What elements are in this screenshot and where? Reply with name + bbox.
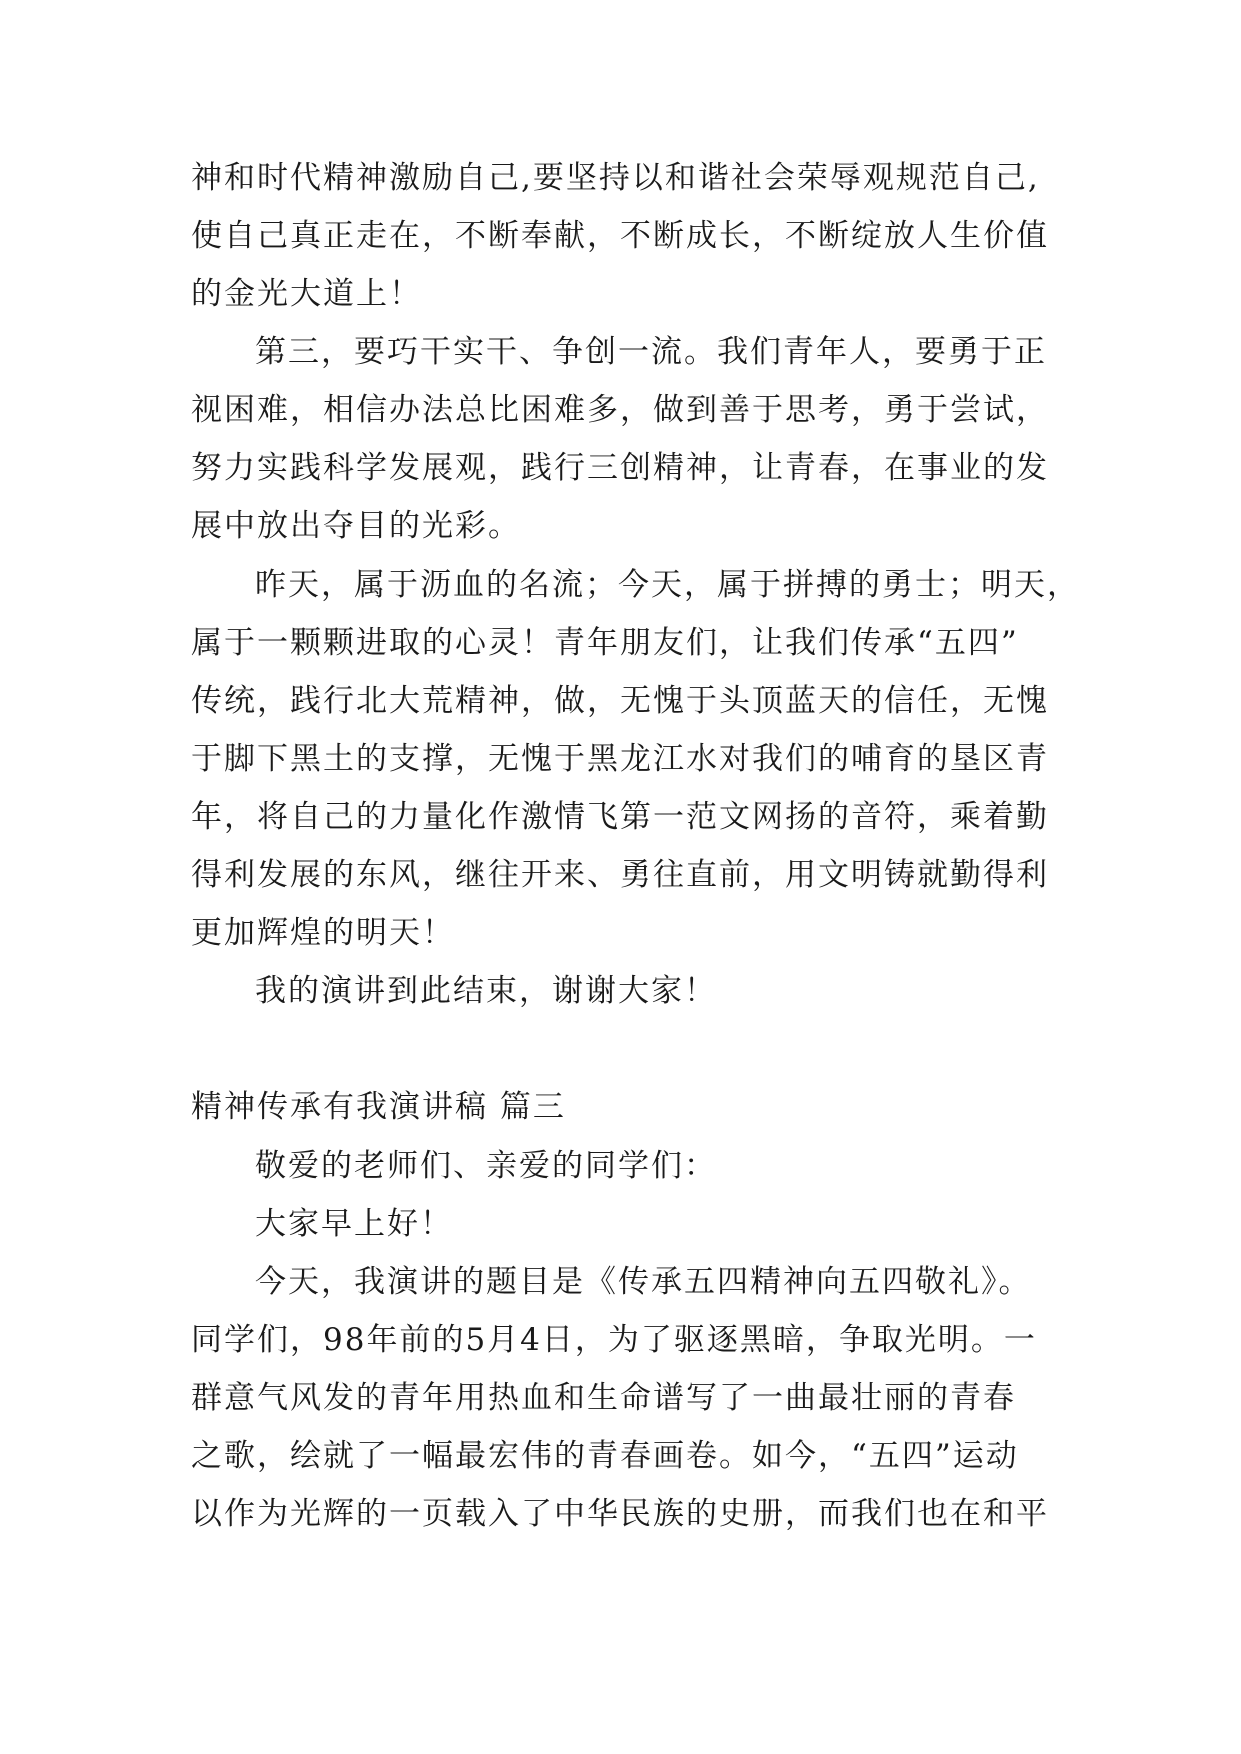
text-line: 神和时代精神激励自己,要坚持以和谐社会荣辱观规范自己, — [191, 160, 1040, 196]
text-line: 同学们，98年前的5月4日，为了驱逐黑暗，争取光明。一 — [191, 1322, 1037, 1358]
text-line: 的金光大道上！ — [191, 276, 422, 312]
text-line: 昨天，属于沥血的名流；今天，属于拼搏的勇士；明天， — [255, 567, 1080, 603]
text-line: 视困难，相信办法总比困难多，做到善于思考，勇于尝试， — [191, 392, 1049, 428]
text-line: 以作为光辉的一页载入了中华民族的史册，而我们也在和平 — [191, 1496, 1049, 1532]
text-line: 群意气风发的青年用热血和生命谱写了一曲最壮丽的青春 — [191, 1380, 1016, 1416]
text-line: 年，将自己的力量化作激情飞第一范文网扬的音符，乘着勤 — [191, 799, 1049, 835]
text-line: 于脚下黑土的支撑，无愧于黑龙江水对我们的哺育的垦区青 — [191, 741, 1049, 777]
text-line: 使自己真正走在，不断奉献，不断成长，不断绽放人生价值 — [191, 218, 1049, 254]
text-line: 展中放出夺目的光彩。 — [191, 508, 521, 544]
text-line: 更加辉煌的明天！ — [191, 915, 455, 951]
text-line: 我的演讲到此结束，谢谢大家！ — [255, 973, 717, 1009]
section-heading: 精神传承有我演讲稿 篇三 — [191, 1089, 566, 1125]
text-line: 努力实践科学发展观，践行三创精神，让青春，在事业的发 — [191, 450, 1049, 486]
text-line: 大家早上好！ — [255, 1206, 453, 1242]
text-line: 第三，要巧干实干、争创一流。我们青年人，要勇于正 — [255, 334, 1047, 370]
text-line: 传统，践行北大荒精神，做，无愧于头顶蓝天的信任，无愧 — [191, 683, 1049, 719]
text-line: 之歌，绘就了一幅最宏伟的青春画卷。如今，“五四”运动 — [191, 1438, 1019, 1474]
text-line: 敬爱的老师们、亲爱的同学们： — [255, 1148, 717, 1184]
text-line: 属于一颗颗进取的心灵！青年朋友们，让我们传承“五四” — [191, 625, 1019, 661]
text-line: 今天，我演讲的题目是《传承五四精神向五四敬礼》。 — [255, 1264, 1032, 1300]
text-line: 得利发展的东风，继往开来、勇往直前，用文明铸就勤得利 — [191, 857, 1049, 893]
